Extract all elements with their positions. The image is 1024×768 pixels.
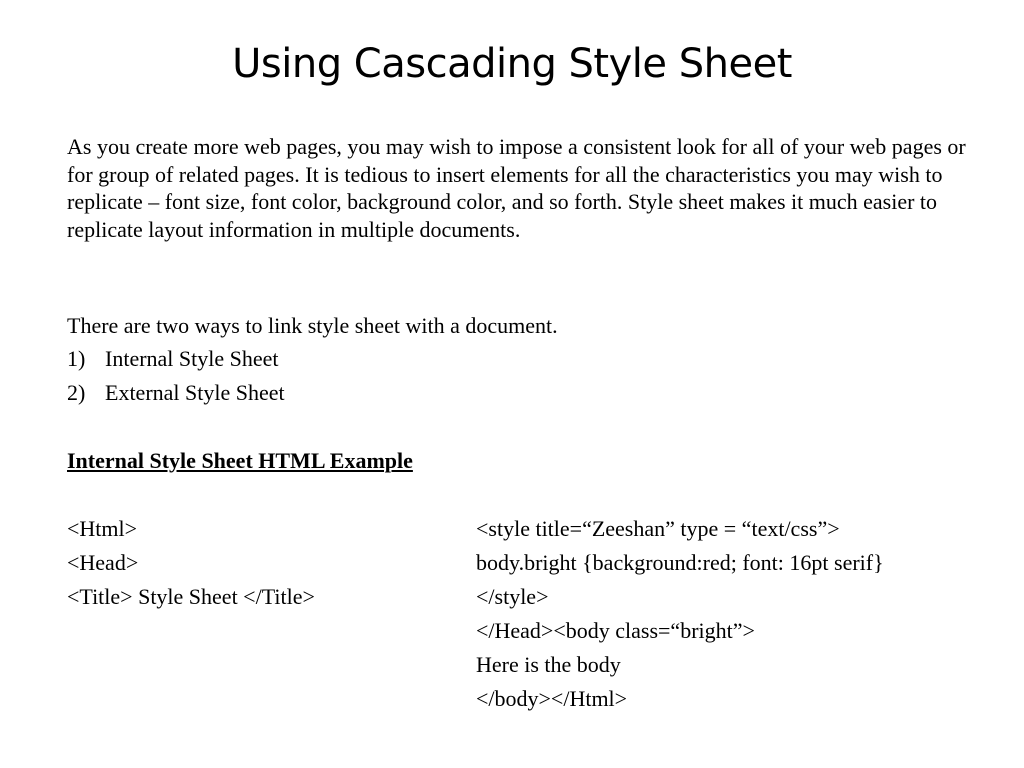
code-line-right: </body></Html> [476, 686, 628, 711]
code-line-right: </Head><body class=“bright”> [476, 618, 755, 643]
ways-intro: There are two ways to link style sheet with a document. [67, 313, 558, 338]
code-line-left: <Html> [67, 516, 138, 541]
code-line-right: body.bright {background:red; font: 16pt serif} [476, 550, 884, 575]
list-item-label: External Style Sheet [105, 380, 285, 405]
list-item-label: Internal Style Sheet [105, 346, 279, 371]
code-line-right: </style> [476, 584, 549, 609]
code-line-left: <Head> [67, 550, 139, 575]
intro-paragraph: As you create more web pages, you may wish to impose a consistent look for all of your web pages or for group of related pages. It is tedious to insert elements for all the characteristics you may wish to replicate – font size, font color, background color, and so forth. Style sheet makes it much easier to replicate layout information in multiple documents. [67, 134, 966, 242]
list-number: 1) [67, 346, 86, 371]
list-item-internal [0, 345, 1024, 373]
code-line-right: <style title=“Zeeshan” type = “text/css”> [476, 516, 840, 541]
code-line-right: Here is the body [476, 652, 621, 677]
list-number: 2) [67, 380, 86, 405]
example-heading: Internal Style Sheet HTML Example [67, 448, 413, 473]
list-item-external [0, 379, 1024, 407]
code-line-left: <Title> Style Sheet </Title> [67, 584, 315, 609]
slide-title: Using Cascading Style Sheet [232, 41, 792, 87]
